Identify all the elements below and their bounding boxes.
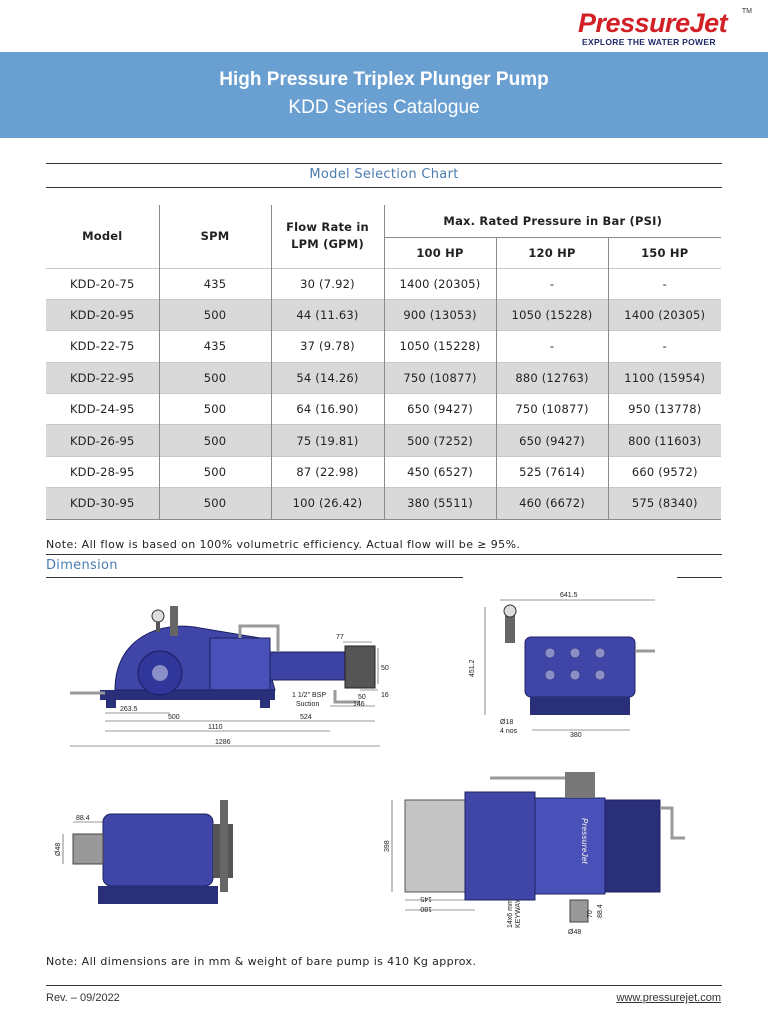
cell-hp100: 450 (6527) [384,456,496,487]
dimension-rule-top [46,554,722,555]
dim-keyway-label: KEYWAY [515,898,522,928]
flow-note: Note: All flow is based on 100% volumetric efficiency. Actual flow will be ≥ 95%. [46,538,521,551]
cell-hp120: 1050 (15228) [496,299,608,330]
table-row [46,268,721,299]
section-rule-bottom [46,187,722,188]
pump-end-body [73,800,233,904]
title-banner [0,52,768,138]
cell-flow: 64 (16.90) [271,394,384,425]
dim-524: 524 [300,714,312,721]
cell-hp150: 1400 (20305) [608,299,721,330]
pump-top-body [405,772,685,922]
cell-hp100: 500 (7252) [384,425,496,456]
dim-641: 641.5 [560,592,578,599]
model-selection-table [46,205,721,520]
trademark: TM [741,8,752,15]
cell-spm: 435 [159,268,271,299]
dim-50-bottom: 50 [358,694,366,701]
dim-500: 500 [168,714,180,721]
cell-model: KDD-24-95 [46,394,159,425]
dim-suction-size: 1 1/2" BSP [292,692,327,699]
cell-hp150: 660 (9572) [608,456,721,487]
cell-hp120: 650 (9427) [496,425,608,456]
header-spm: SPM [159,205,271,268]
table-row [46,425,721,456]
header-120hp: 120 HP [496,237,608,268]
pump-front-body [504,605,655,715]
cell-hp120: 750 (10877) [496,394,608,425]
dim-263: 263.5 [120,706,138,713]
cell-hp120: 525 (7614) [496,456,608,487]
dim-top-48: Ø48 [568,929,582,936]
dim-146: 146 [353,701,365,708]
dim-16: 16 [381,692,389,699]
dim-50-right: 50 [381,665,389,672]
dim-top-88: 88.4 [597,904,604,918]
dim-1110: 1110 [208,724,223,731]
table-row [46,362,721,393]
cell-hp150: - [608,331,721,362]
dim-1286: 1286 [215,739,231,746]
cell-hp150: 800 (11603) [608,425,721,456]
page-title: High Pressure Triplex Plunger Pump [219,69,549,90]
cell-hp120: - [496,331,608,362]
cell-flow: 87 (22.98) [271,456,384,487]
header-model: Model [46,205,159,268]
cell-hp100: 380 (5511) [384,488,496,519]
table-row [46,331,721,362]
cell-hp120: - [496,268,608,299]
cell-hp100: 1400 (20305) [384,268,496,299]
header-100hp: 100 HP [384,237,496,268]
revision-label: Rev. – 09/2022 [46,992,120,1004]
cell-model: KDD-30-95 [46,488,159,519]
cell-model: KDD-22-75 [46,331,159,362]
cell-spm: 500 [159,488,271,519]
cell-hp100: 900 (13053) [384,299,496,330]
cell-flow: 44 (11.63) [271,299,384,330]
dimension-note: Note: All dimensions are in mm & weight of bare pump is 410 Kg approx. [46,955,477,968]
motor-housing [115,626,275,695]
website-link[interactable]: www.pressurejet.com [616,992,721,1004]
cell-flow: 37 (9.78) [271,331,384,362]
cell-hp150: 1100 (15954) [608,362,721,393]
dim-end-88: 88.4 [76,815,90,822]
dim-bolt-dia: Ø18 [500,719,514,726]
dim-70: 70 [587,910,594,918]
cell-flow: 100 (26.42) [271,488,384,519]
cell-hp120: 460 (6672) [496,488,608,519]
brand-tagline: EXPLORE THE WATER POWER [582,37,716,47]
pump-brand-mark: PressureJet [580,818,589,864]
dim-bolt-count: 4 nos [500,728,518,735]
dimension-rule-right [677,577,722,578]
dim-keyway-size: 14x6 mm [507,899,514,928]
cell-hp100: 650 (9427) [384,394,496,425]
top-view-drawing [380,768,710,938]
table-row [46,456,721,487]
dim-398: 398 [384,840,391,852]
table-row [46,299,721,330]
end-view-drawing [48,790,258,920]
cell-flow: 75 (19.81) [271,425,384,456]
cell-hp120: 880 (12763) [496,362,608,393]
cell-spm: 500 [159,299,271,330]
cell-spm: 500 [159,394,271,425]
dim-380: 380 [570,732,582,739]
dim-end-48: Ø48 [55,842,62,856]
side-view-drawing [60,598,390,758]
table-row [46,394,721,425]
header-flow-rate: Flow Rate in LPM (GPM) [271,205,384,268]
footer-rule [46,985,722,986]
header-150hp: 150 HP [608,237,721,268]
brand-logo [578,8,754,48]
brand-logo-text: PressureJet [578,8,728,38]
section-rule-top [46,163,722,164]
header-max-pressure: Max. Rated Pressure in Bar (PSI) [443,213,663,228]
cell-model: KDD-28-95 [46,456,159,487]
cell-flow: 54 (14.26) [271,362,384,393]
table-row [46,488,721,519]
dim-145: 145 [420,895,432,902]
cell-spm: 500 [159,362,271,393]
page-subtitle: KDD Series Catalogue [288,97,480,118]
dim-180: 180 [420,905,432,912]
dimension-title: Dimension [46,558,118,573]
cell-spm: 435 [159,331,271,362]
cell-model: KDD-20-75 [46,268,159,299]
cell-spm: 500 [159,425,271,456]
dim-suction-label: Suction [296,701,320,708]
dim-451: 451.2 [469,659,476,677]
cell-hp150: - [608,268,721,299]
cell-hp100: 750 (10877) [384,362,496,393]
cell-hp150: 575 (8340) [608,488,721,519]
cell-model: KDD-22-95 [46,362,159,393]
cell-hp150: 950 (13778) [608,394,721,425]
cell-spm: 500 [159,456,271,487]
selection-chart-title: Model Selection Chart [309,167,459,182]
cell-flow: 30 (7.92) [271,268,384,299]
cell-model: KDD-26-95 [46,425,159,456]
dim-77: 77 [336,634,344,641]
cell-model: KDD-20-95 [46,299,159,330]
plunger-section [270,646,375,688]
cell-hp100: 1050 (15228) [384,331,496,362]
front-view-drawing [460,585,670,745]
dimension-rule-left [46,577,463,578]
